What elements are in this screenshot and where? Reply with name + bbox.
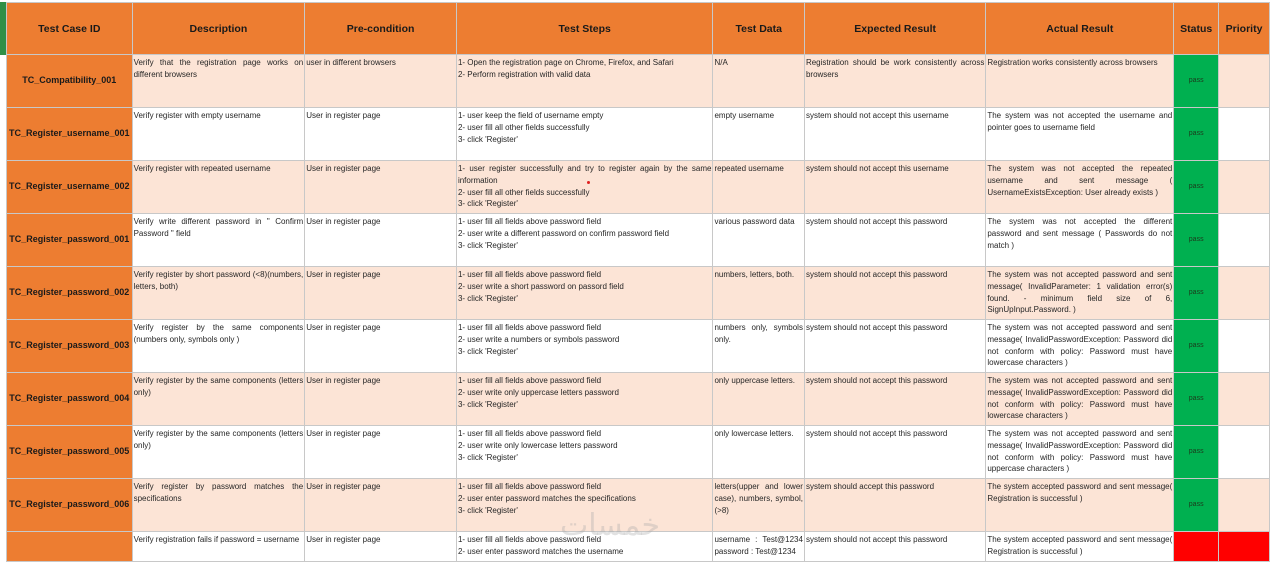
cell-test-steps[interactable] — [456, 320, 713, 373]
cell-test-case-id[interactable]: TC_Register_password_001 — [7, 214, 133, 267]
cell-description[interactable]: Verify that the registration page works on different browsers — [132, 55, 305, 108]
cell-test-data[interactable]: various password data — [713, 214, 804, 267]
cell-priority[interactable] — [1219, 426, 1270, 479]
table-row — [7, 426, 1270, 479]
test-step-line: 2- user write only uppercase letters password — [457, 387, 619, 397]
cell-test-case-id[interactable]: TC_Register_username_001 — [7, 108, 133, 161]
cell-status[interactable]: pass — [1174, 214, 1219, 267]
cell-actual-result[interactable]: The system was not accepted password and sent message( InvalidPasswordException: Password did not conform with policy: Password must have lowercase characters ) — [986, 373, 1174, 426]
cell-actual-result[interactable]: The system was not accepted password and sent message( InvalidParameter: 1 validation error(s) found. - minimum field size of 6, SignUpInput.Password. ) — [986, 267, 1174, 320]
cell-test-data[interactable]: username : Test@1234 password : Test@1234 — [713, 532, 804, 562]
cell-test-steps[interactable] — [456, 426, 713, 479]
test-step-line: 2- user fill all other fields successfully — [457, 122, 590, 132]
test-step-line: 2- user write a different password on confirm password field — [457, 228, 670, 238]
cell-test-case-id[interactable] — [7, 532, 133, 562]
cell-test-data[interactable]: repeated username — [713, 161, 804, 214]
cell-test-data[interactable]: letters(upper and lower case), numbers, symbol,(>8) — [713, 479, 804, 532]
cell-test-data[interactable]: numbers, letters, both. — [713, 267, 804, 320]
cell-description[interactable]: Verify registration fails if password = username — [132, 532, 305, 562]
header-description[interactable]: Description — [132, 3, 305, 55]
cell-precondition[interactable]: User in register page — [305, 161, 457, 214]
cell-priority[interactable] — [1219, 267, 1270, 320]
test-step-line: 2- Perform registration with valid data — [457, 69, 591, 79]
cell-test-data[interactable]: only uppercase letters. — [713, 373, 804, 426]
table-row — [7, 108, 1270, 161]
cell-priority[interactable] — [1219, 373, 1270, 426]
cell-test-steps[interactable] — [456, 267, 713, 320]
test-step-line: 3- click 'Register' — [457, 134, 518, 144]
cell-priority[interactable] — [1219, 320, 1270, 373]
cell-test-steps[interactable] — [456, 108, 713, 161]
test-step-line: 1- user keep the field of username empty — [457, 111, 604, 120]
cell-expected-result[interactable]: system should not accept this password — [804, 214, 985, 267]
cell-priority[interactable] — [1219, 108, 1270, 161]
cell-status[interactable]: pass — [1174, 161, 1219, 214]
cell-precondition[interactable]: User in register page — [305, 214, 457, 267]
watermark-logo: خمسات — [560, 508, 661, 543]
test-step-line: 2- user enter password matches the username — [457, 546, 624, 556]
table-row — [7, 161, 1270, 214]
cell-priority[interactable] — [1219, 161, 1270, 214]
cell-expected-result[interactable]: system should not accept this username — [804, 108, 985, 161]
test-step-line: 3- click 'Register' — [457, 505, 518, 515]
cell-test-steps[interactable] — [456, 161, 713, 214]
test-step-line: 3- click 'Register' — [457, 399, 518, 409]
cell-test-case-id[interactable]: TC_Register_password_004 — [7, 373, 133, 426]
cell-status[interactable]: pass — [1174, 55, 1219, 108]
cell-actual-result[interactable]: The system was not accepted the different password and sent message ( Passwords do not match ) — [986, 214, 1174, 267]
cell-description[interactable]: Verify register by short password (<8)(numbers, letters, both) — [132, 267, 305, 320]
cell-precondition[interactable]: User in register page — [305, 108, 457, 161]
test-step-line: 2- user write only lowercase letters password — [457, 440, 618, 450]
test-step-line: 1- user fill all fields above password field — [457, 376, 602, 385]
cell-test-case-id[interactable]: TC_Register_password_006 — [7, 479, 133, 532]
cell-expected-result[interactable]: system should accept this password — [804, 479, 985, 532]
test-step-line: 2- user fill all other fields successfully — [457, 187, 590, 197]
cell-description[interactable]: Verify register by the same components (letters only) — [132, 373, 305, 426]
cell-expected-result[interactable]: system should not accept this password — [804, 532, 985, 562]
cell-description[interactable]: Verify register with empty username — [132, 108, 305, 161]
cell-expected-result[interactable]: system should not accept this password — [804, 426, 985, 479]
cell-precondition[interactable]: User in register page — [305, 267, 457, 320]
cell-status[interactable]: pass — [1174, 426, 1219, 479]
cell-test-steps[interactable] — [456, 214, 713, 267]
cell-priority[interactable] — [1219, 55, 1270, 108]
cell-precondition[interactable]: User in register page — [305, 426, 457, 479]
cell-actual-result[interactable]: The system was not accepted password and sent message( InvalidPasswordException: Password did not conform with policy: Password must have lowercase characters ) — [986, 320, 1174, 373]
cell-precondition[interactable]: user in different browsers — [305, 55, 457, 108]
cell-status[interactable]: pass — [1174, 108, 1219, 161]
cell-test-case-id[interactable]: TC_Register_password_002 — [7, 267, 133, 320]
cell-expected-result[interactable]: system should not accept this password — [804, 267, 985, 320]
cell-actual-result[interactable]: The system was not accepted the repeated username and sent message ( UsernameExistsException: User already exists ) — [986, 161, 1174, 214]
test-step-line: 1- user register successfully and try to register again by the same information — [457, 164, 712, 185]
test-step-line: 1- user fill all fields above password field — [457, 270, 602, 279]
test-step-line: 1- user fill all fields above password field — [457, 535, 602, 544]
test-step-line: 1- user fill all fields above password field — [457, 217, 602, 226]
cell-test-case-id[interactable]: TC_Register_password_003 — [7, 320, 133, 373]
header-row — [7, 3, 1270, 55]
cell-precondition[interactable]: User in register page — [305, 532, 457, 562]
cell-description[interactable]: Verify register by password matches the specifications — [132, 479, 305, 532]
cell-test-data[interactable]: only lowercase letters. — [713, 426, 804, 479]
cell-marker-dot — [587, 181, 590, 184]
header-expected-result[interactable]: Expected Result — [804, 3, 985, 55]
cell-test-data[interactable]: N/A — [713, 55, 804, 108]
table-row — [7, 320, 1270, 373]
cell-precondition[interactable]: User in register page — [305, 320, 457, 373]
cell-actual-result[interactable]: The system accepted password and sent message( Registration is successful ) — [986, 479, 1174, 532]
cell-test-case-id[interactable]: TC_Register_username_002 — [7, 161, 133, 214]
table-row — [7, 55, 1270, 108]
cell-status[interactable]: pass — [1174, 479, 1219, 532]
cell-test-data[interactable]: empty username — [713, 108, 804, 161]
test-step-line: 2- user write a numbers or symbols password — [457, 334, 620, 344]
test-case-table — [6, 2, 1270, 562]
table-row — [7, 373, 1270, 426]
cell-priority[interactable] — [1219, 214, 1270, 267]
cell-expected-result[interactable]: system should not accept this password — [804, 373, 985, 426]
cell-precondition[interactable]: User in register page — [305, 373, 457, 426]
header-status[interactable]: Status — [1174, 3, 1219, 55]
cell-precondition[interactable]: User in register page — [305, 479, 457, 532]
cell-test-steps[interactable] — [456, 373, 713, 426]
header-test-steps[interactable]: Test Steps — [456, 3, 713, 55]
cell-actual-result[interactable]: The system was not accepted password and sent message( InvalidPasswordException: Password did not conform with policy: Password must have uppercase characters ) — [986, 426, 1174, 479]
cell-priority[interactable] — [1219, 532, 1270, 562]
cell-actual-result[interactable]: Registration works consistently across browsers — [986, 55, 1174, 108]
cell-status[interactable]: pass — [1174, 320, 1219, 373]
test-step-line: 1- Open the registration page on Chrome, Firefox, and Safari — [457, 58, 674, 67]
table-row — [7, 267, 1270, 320]
cell-actual-result[interactable]: The system accepted password and sent message( Registration is successful ) — [986, 532, 1174, 562]
cell-test-case-id[interactable]: TC_Compatibility_001 — [7, 55, 133, 108]
cell-expected-result[interactable]: system should not accept this password — [804, 320, 985, 373]
test-step-line: 1- user fill all fields above password field — [457, 323, 602, 332]
cell-priority[interactable] — [1219, 479, 1270, 532]
test-step-line: 3- click 'Register' — [457, 293, 518, 303]
cell-status[interactable]: pass — [1174, 267, 1219, 320]
cell-description[interactable]: Verify register by the same components (letters only) — [132, 426, 305, 479]
cell-test-case-id[interactable]: TC_Register_password_005 — [7, 426, 133, 479]
header-precondition[interactable]: Pre-condition — [305, 3, 457, 55]
cell-test-steps[interactable] — [456, 55, 713, 108]
cell-expected-result[interactable]: Registration should be work consistently across browsers — [804, 55, 985, 108]
test-step-line: 3- click 'Register' — [457, 199, 518, 209]
cell-status[interactable]: pass — [1174, 373, 1219, 426]
cell-status[interactable] — [1174, 532, 1219, 562]
table-row — [7, 214, 1270, 267]
cell-description[interactable]: Verify register with repeated username — [132, 161, 305, 214]
test-step-line: 3- click 'Register' — [457, 240, 518, 250]
test-step-line: 2- user enter password matches the specifications — [457, 493, 636, 503]
cell-description[interactable]: Verify write different password in " Confirm Password " field — [132, 214, 305, 267]
test-step-line: 3- click 'Register' — [457, 452, 518, 462]
header-priority[interactable]: Priority — [1219, 3, 1270, 55]
test-step-line: 1- user fill all fields above password field — [457, 429, 602, 438]
test-step-line: 3- click 'Register' — [457, 346, 518, 356]
cell-description[interactable]: Verify register by the same components (numbers only, symbols only ) — [132, 320, 305, 373]
header-test-case-id[interactable]: Test Case ID — [7, 3, 133, 55]
cell-test-data[interactable]: numbers only, symbols only. — [713, 320, 804, 373]
cell-expected-result[interactable]: system should not accept this username — [804, 161, 985, 214]
test-step-line: 1- user fill all fields above password field — [457, 482, 602, 491]
cell-actual-result[interactable]: The system was not accepted the username and pointer goes to username field — [986, 108, 1174, 161]
table-body — [7, 55, 1270, 562]
header-test-data[interactable]: Test Data — [713, 3, 804, 55]
header-actual-result[interactable]: Actual Result — [986, 3, 1174, 55]
test-step-line: 2- user write a short password on passord field — [457, 281, 624, 291]
